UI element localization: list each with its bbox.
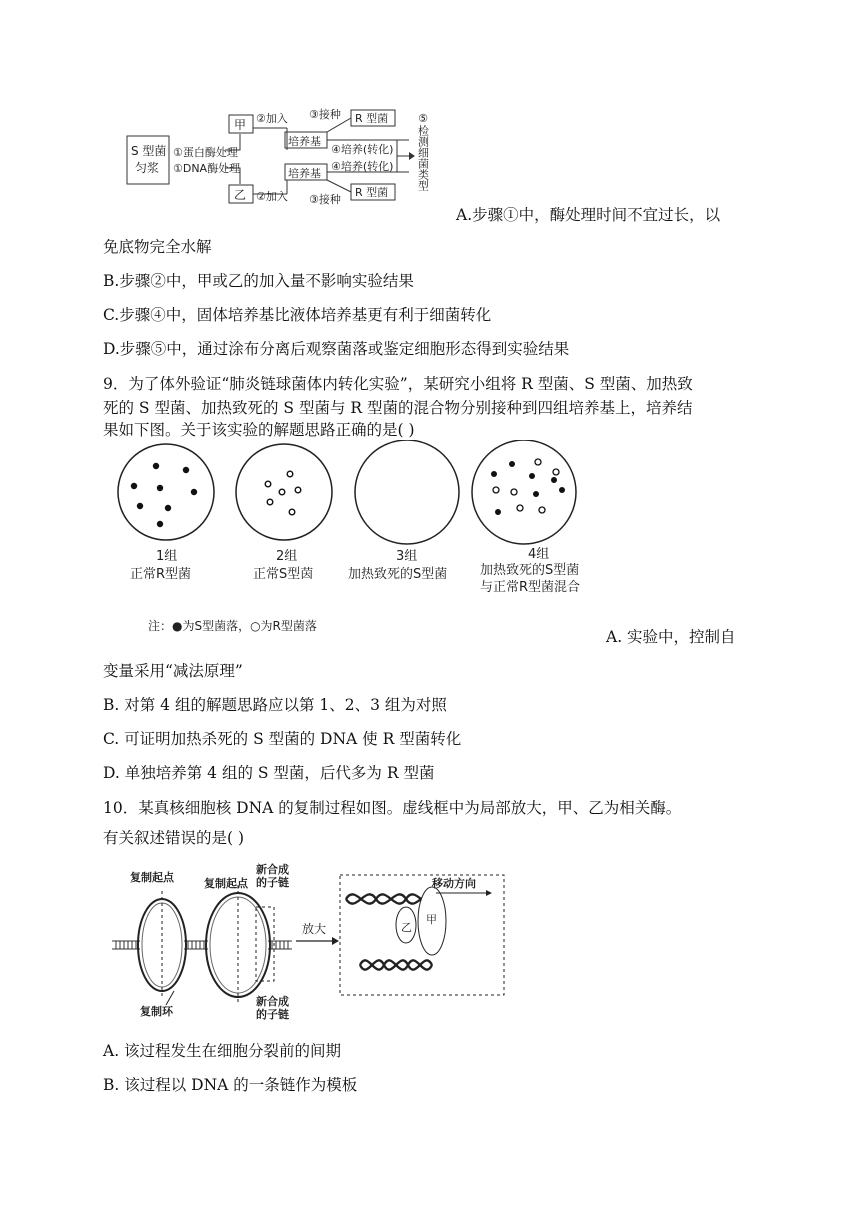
q8-option-d: D.步骤⑤中，通过涂布分离后观察菌落或鉴定细胞形态得到实验结果: [103, 340, 570, 358]
medium-top-label: 培养基: [288, 135, 321, 148]
group-4-desc-2: 与正常R型菌混合: [480, 580, 581, 595]
loop-label: 复制环: [140, 1005, 173, 1018]
q9-option-a-line2: 变量采用“减法原理”: [103, 662, 243, 680]
q9-stem-line2: 死的 S 型菌、加热致死的 S 型菌与 R 型菌的混合物分别接种到四组培养基上，培养结: [103, 399, 693, 417]
step1-dnase-label: ①DNA酶处理: [173, 162, 241, 175]
dish-2-colonies: [265, 471, 301, 515]
q9-petri-dish-figure: [110, 440, 610, 640]
dish-1-colonies: [131, 463, 197, 527]
q8-option-a-line2: 免底物完全水解: [103, 238, 212, 256]
q9-stem-line1: 9．为了体外验证“肺炎链球菌体内转化实验”，某研究小组将 R 型菌、S 型菌、加热致: [103, 375, 693, 393]
dish-1: [118, 444, 214, 540]
dish-3: [355, 440, 459, 544]
group-3-desc: 加热致死的S型菌: [348, 567, 448, 582]
new-strand-top-2: 的子链: [256, 876, 289, 889]
yi-box-label: 乙: [234, 188, 247, 202]
q9-option-d: D. 单独培养第 4 组的 S 型菌，后代多为 R 型菌: [103, 764, 435, 782]
enlarge-label: 放大: [302, 922, 327, 936]
culture-top-label: ④培养(转化): [331, 143, 394, 156]
step1-protease-label: ①蛋白酶处理: [173, 146, 238, 159]
medium-bottom-label: 培养基: [288, 167, 321, 180]
s-homogenate-label-1: S 型菌: [131, 144, 167, 158]
add-top-label: ②加入: [256, 112, 288, 125]
group-4-num: 4组: [528, 547, 550, 562]
yi-enzyme-label: 乙: [401, 921, 412, 934]
group-1-desc: 正常R型菌: [130, 567, 192, 582]
q9-stem-line3: 果如下图。关于该实验的解题思路正确的是( ): [103, 421, 415, 439]
group-2-num: 2组: [276, 549, 298, 564]
dish-4-colonies: [491, 459, 565, 515]
q10-option-a: A. 该过程发生在细胞分裂前的间期: [103, 1042, 342, 1060]
q9-option-b: B. 对第 4 组的解题思路应以第 1、2、3 组为对照: [103, 696, 447, 714]
legend-note: 注：●为S型菌落，○为R型菌落: [148, 619, 317, 633]
r-bottom-label: R 型菌: [355, 186, 389, 199]
q8-option-a-line1: A.步骤①中，酶处理时间不宜过长，以: [456, 206, 721, 224]
q10-option-b: B. 该过程以 DNA 的一条链作为模板: [103, 1076, 358, 1094]
group-3-num: 3组: [396, 549, 418, 564]
jia-enzyme-label: 甲: [426, 913, 437, 926]
q10-dna-replication-figure: [110, 855, 510, 1030]
direction-label: 移动方向: [432, 877, 476, 890]
new-strand-top-1: 新合成: [256, 863, 289, 876]
s-homogenate-label-2: 匀浆: [135, 161, 160, 175]
group-2-desc: 正常S型茵: [253, 567, 314, 582]
q8-option-b: B.步骤②中，甲或乙的加入量不影响实验结果: [103, 272, 414, 290]
q10-stem-line2: 有关叙述错误的是( ): [103, 829, 245, 847]
group-1-num: 1组: [156, 549, 178, 564]
culture-bottom-label: ④培养(转化): [331, 160, 394, 173]
group-4-desc-1: 加热致死的S型菌: [480, 563, 580, 578]
inoc-top-label: ③接种: [309, 108, 341, 121]
q9-option-c: C. 可证明加热杀死的 S 型菌的 DNA 使 R 型菌转化: [103, 730, 462, 748]
q10-stem-line1: 10．某真核细胞核 DNA 的复制过程如图。虚线框中为局部放大，甲、乙为相关酶。: [103, 799, 682, 817]
detect-label: ⑤检测细菌类型: [416, 112, 430, 191]
jia-box-label: 甲: [234, 118, 247, 132]
q9-option-a-line1: A. 实验中，控制自: [606, 628, 736, 646]
new-strand-bottom-2: 的子链: [256, 1008, 289, 1021]
add-bottom-label: ②加入: [256, 190, 288, 203]
new-strand-bottom-1: 新合成: [256, 995, 289, 1008]
origin-1-label: 复制起点: [130, 871, 174, 884]
r-top-label: R 型菌: [355, 112, 389, 125]
origin-2-label: 复制起点: [204, 877, 248, 890]
q8-experiment-flowchart: [125, 106, 435, 206]
inoc-bottom-label: ③接种: [309, 193, 341, 206]
q8-option-c: C.步骤④中，固体培养基比液体培养基更有利于细菌转化: [103, 306, 492, 324]
